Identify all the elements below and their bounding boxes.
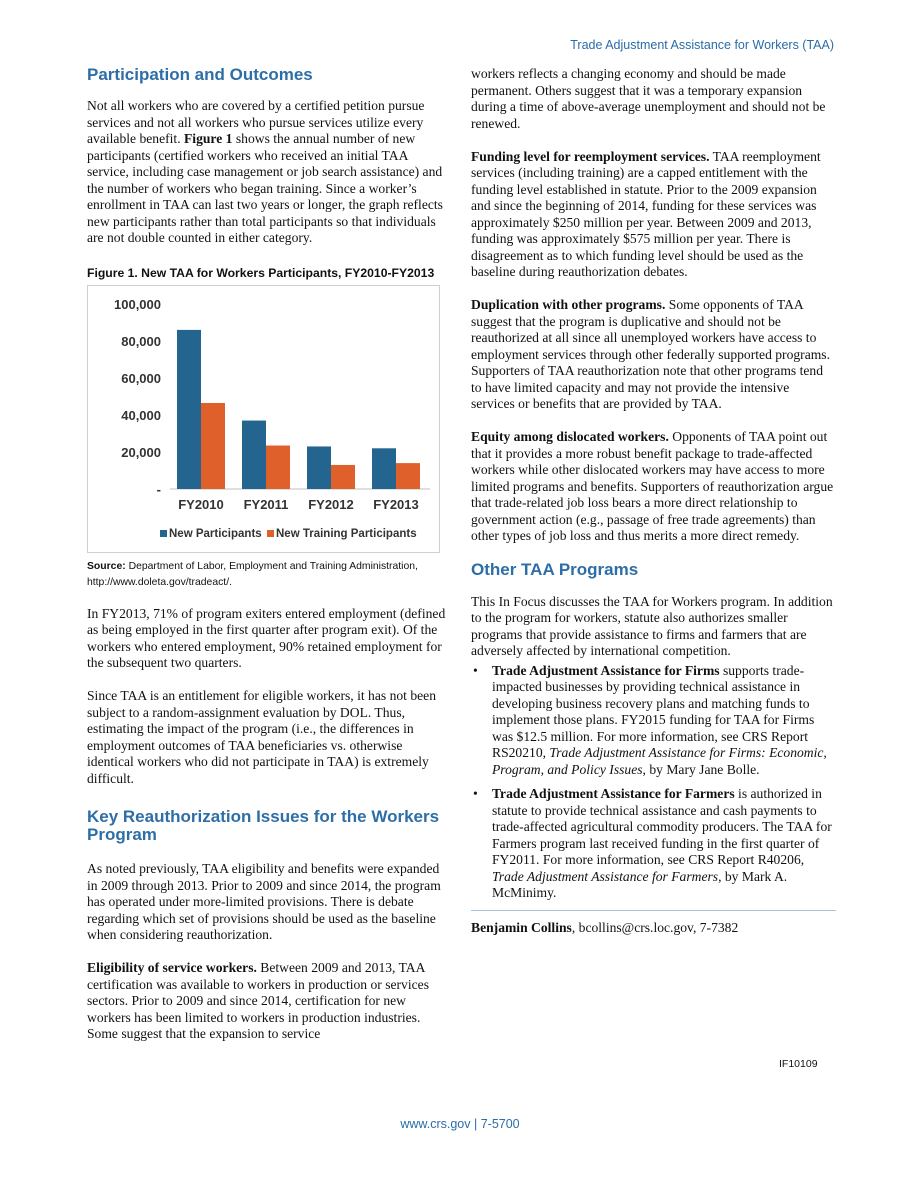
document-id: IF10109 [779, 1058, 818, 1070]
eligibility-continued: workers reflects a changing economy and should be made permanent. Others suggest that it was a temporary expansion during a time of above-average unemployment and should not be renewed. [471, 66, 826, 131]
bullet-icon: • [473, 662, 478, 678]
list-item-farmers: • Trade Adjustment Assistance for Farmers is authorized in statute to provide technical assistance and cash payments to trade-affected agricultural commodity producers. The TAA for Farmers program last received funding in the first quarter of FY2011. For more information, see CRS Report R40206, Trade Adjustment Assistance for Farmers, by Mark A. McMinimy. [473, 786, 832, 900]
author-name: Benjamin Collins [471, 919, 572, 935]
participation-paragraph-3: Since TAA is an entitlement for eligible workers, it has not been subject to a random-assignment evaluation by DOL. Thus, estimating the impact of the program (i.e., the differences in employment outcomes of TAA beneficiaries vs. otherwise identical workers who did not participate in TAA) is extremely difficult. [87, 688, 436, 786]
bar-new-participants [242, 420, 266, 488]
author-contact: , bcollins@crs.loc.gov, 7-7382 [571, 919, 739, 935]
left-column [87, 66, 449, 1043]
equity-paragraph: Equity among dislocated workers. Opponents of TAA point out that it provides a more robust benefit package to trade-affected workers while other dislocated workers may have access to more limited programs and benefits. Supporters of reauthorization argue that trade-related job loss bears a more direct relationship to government action (e.g., passage of free trade agreements) than other types of job loss and thus merits a more direct remedy. [471, 429, 834, 543]
figure-source: Source: Department of Labor, Employment and Training Administration, http://www.doleta.gov/tradeact/. [87, 560, 418, 588]
chart-container [87, 285, 440, 553]
heading-participation: Participation and Outcomes [87, 65, 313, 84]
author-line [471, 920, 836, 937]
legend-swatch [160, 530, 167, 537]
figure-title: Figure 1. New TAA for Workers Participants, FY2010-FY2013 [87, 265, 435, 280]
running-header: Trade Adjustment Assistance for Workers (TAA) [570, 38, 834, 52]
bar-new-participants [372, 448, 396, 489]
x-tick-label: FY2013 [373, 496, 419, 512]
heading-reauthorization: Key Reauthorization Issues for the Workers Program [87, 807, 440, 844]
bar-new-training-participants [396, 463, 420, 489]
bar-new-training-participants [201, 402, 225, 488]
x-tick-label: FY2010 [178, 496, 224, 512]
bar-chart [88, 286, 439, 552]
reauth-intro: As noted previously, TAA eligibility and benefits were expanded in 2009 through 2013. Prior to 2009 and since 2014, the program has operated under more-limited provisions. There is debate regarding which set of provisions should be used as the baseline when considering reauthorization. [87, 861, 441, 942]
page-footer: www.crs.gov | 7-5700 [400, 1117, 520, 1131]
bar-new-training-participants [331, 464, 355, 488]
y-tick-label: 100,000 [114, 296, 161, 312]
participation-paragraph-2: In FY2013, 71% of program exiters entered employment (defined as being employed in the first quarter after program exit). Of the workers who entered employment, 90% retained employment for the subsequent two quarters. [87, 605, 446, 670]
bar-new-participants [307, 446, 331, 489]
legend-swatch [267, 530, 274, 537]
duplication-paragraph: Duplication with other programs. Some opponents of TAA suggest that the program is duplicative and should not be reauthorized at all since all unemployed workers have access to employment services through other federally supported programs. Supporters of TAA reauthorization note that other programs tend to have limited capacity and may not provide the intensive services or benefits that are provided by TAA. [471, 297, 830, 411]
eligibility-paragraph: Eligibility of service workers. Between 2009 and 2013, TAA certification was available to workers in production or services sectors. Prior to 2009 and since 2014, certification for new workers has been limited to workers in production industries. Some suggest that the expansion to service [87, 960, 429, 1041]
divider [471, 910, 836, 911]
y-tick-label: 60,000 [121, 370, 161, 386]
x-tick-label: FY2011 [243, 496, 289, 512]
right-column [471, 66, 836, 936]
bar-new-participants [177, 329, 201, 488]
y-tick-label: 20,000 [121, 444, 161, 460]
y-tick-label: - [156, 481, 161, 497]
bullet-icon: • [473, 786, 478, 801]
other-intro: This In Focus discusses the TAA for Workers program. In addition to the program for workers, statute also authorizes smaller programs that provide assistance to firms and farmers that are adversely affected by international competition. [471, 593, 833, 658]
y-tick-label: 40,000 [121, 407, 161, 423]
participation-paragraph-1: Not all workers who are covered by a certified petition pursue services and not all workers who pursue services utilize every available benefit. Figure 1 shows the annual number of new participants (certified workers who received an initial TAA service, including case management or job search assistance) and the number of workers who began training. Since a worker’s enrollment in TAA can last two years or longer, the graph reflects new participants rather than total participants so that individuals are not double counted in either category. [87, 98, 443, 245]
figure-reference: Figure 1 [184, 131, 233, 146]
legend-label: New Training Participants [276, 527, 417, 540]
x-tick-label: FY2012 [308, 496, 354, 512]
heading-other-programs: Other TAA Programs [471, 559, 639, 579]
legend-label: New Participants [169, 527, 262, 540]
other-programs-list [471, 663, 836, 902]
bar-new-training-participants [266, 445, 290, 488]
list-item-firms: • Trade Adjustment Assistance for Firms supports trade-impacted businesses by providing technical assistance in developing business recovery plans and matching funds to implement those plans. FY2015 funding for TAA for Firms was $12.5 million. For more information, see CRS Report RS20210, Trade Adjustment Assistance for Firms: Economic, Program, and Policy Issues, by Mary Jane Bolle. [473, 662, 827, 777]
funding-paragraph: Funding level for reemployment services. TAA reemployment services (including training) are a capped entitlement with the funding level established in statute. Prior to the 2009 expansion and since the beginning of 2014, funding for these services was approximately $250 million per year. Between 2009 and 2013, funding was approximately $575 million per year. There is disagreement as to which funding level should be used as the baseline during reauthorization debates. [471, 148, 821, 279]
y-tick-label: 80,000 [121, 333, 161, 349]
